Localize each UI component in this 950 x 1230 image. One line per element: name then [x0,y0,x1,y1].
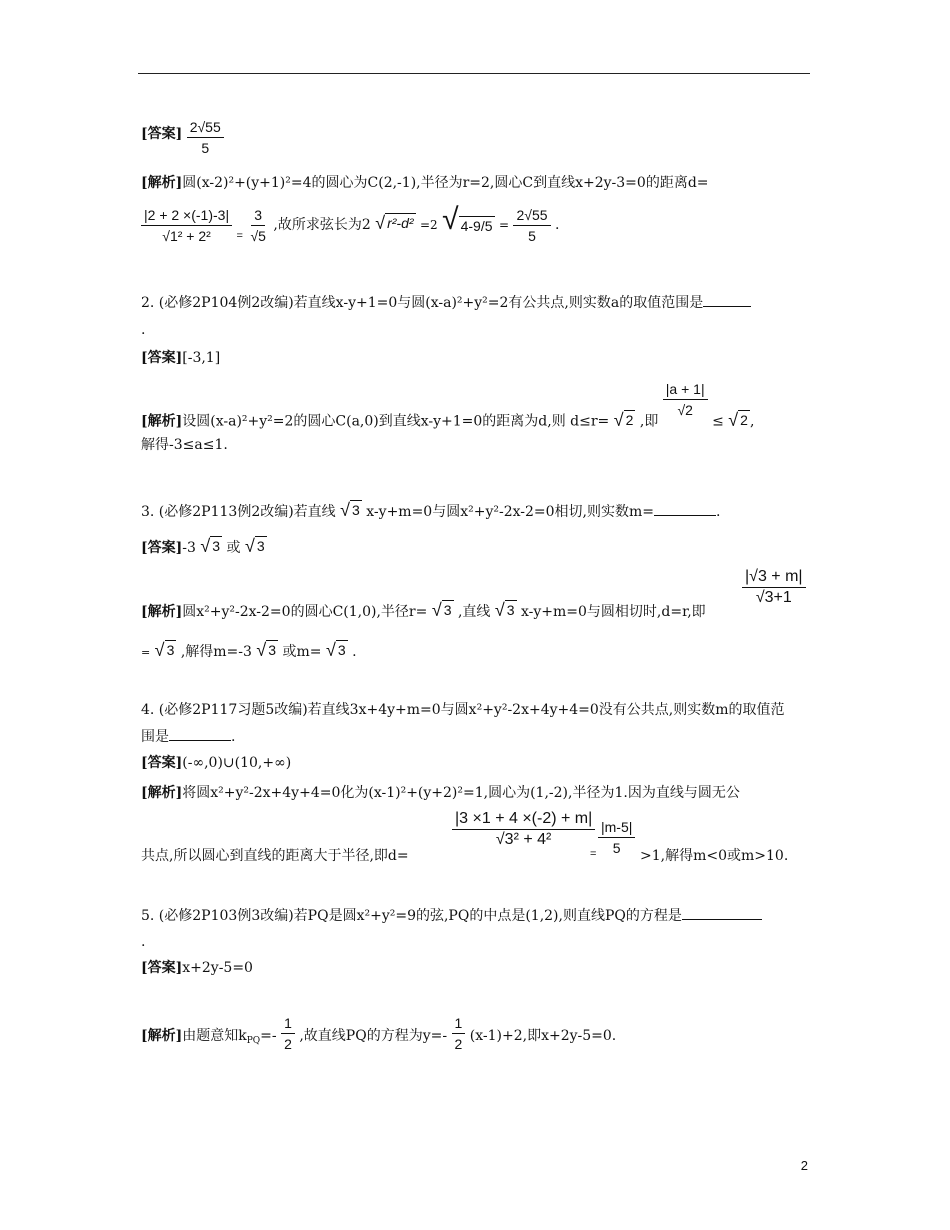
answer-blank [169,726,231,741]
q1-analysis-formula: $\frac{|2 + 2 \times(-1)-3|}{\text{√1² + 2²}}$ $_=$ $\frac{3}{√5}$ ,故所求弦长为2 √ r²-d² =2 √ 4-9/5 = $\frac{2√55}{5}$ . [141,205,559,246]
q2-analysis-line2: 解得-3≤a≤1. [141,437,228,453]
q3-tangent-fraction: $\frac{|√3 + m|}{√3+1}$ [742,568,806,607]
answer-blank [682,905,762,920]
q4-stem-line2: 围是 . [141,726,235,747]
analysis-label: [解析] [141,604,183,620]
q1-analysis [141,173,709,193]
q1-distance-fraction: $\frac{|2 + 2 \times(-1)-3|}{\text{√1² + 2²}}$ [141,206,232,245]
q4-answer: [答案](-∞,0)∪(10,+∞) [141,755,292,771]
equals-sign: = [590,848,597,860]
analysis-label: [解析] [141,785,183,801]
page-number: 2 [800,1158,808,1173]
q4-analysis-line2: 共点,所以圆心到直线的距离大于半径,即d= [141,848,409,864]
sqrt-symbol: √ r²-d² [375,213,414,233]
q3-answer: [答案]-3 √ 3 或 √ 3 [141,536,265,556]
answer-label: [答案] [141,755,183,771]
q2-stem-dot: . [141,322,146,338]
analysis-label: [解析] [141,413,183,430]
q3-analysis: [解析]圆x²+y²-2x-2=0的圆心C(1,0),半径r= √ 3 ,直线 √ 3 x-y+m=0与圆相切时,d=r,即 [141,600,706,620]
q5-answer: [答案]x+2y-5=0 [141,960,253,976]
q5-slope-fraction: $\frac{1}{2}$ [281,1014,295,1053]
q4-stem: 4. (必修2P117习题5改编)若直线3x+4y+m=0与圆x²+y²-2x+4y+4=0没有公共点,则实数m的取值范 [141,702,785,718]
q1-answer [141,118,224,157]
sqrt-symbol: √ 3 [325,640,346,660]
sqrt-symbol: √ 3 [154,640,175,660]
q4-analysis-line2-end: >1,解得m<0或m>10. [640,848,789,864]
sqrt-symbol: √ 2 [728,409,748,430]
sqrt-symbol: √ 3 [494,600,515,620]
q2-stem: 2. (必修2P104例2改编)若直线x-y+1=0与圆(x-a)²+y²=2有公共点,则实数a的取值范围是 [141,292,751,313]
q5-stem: 5. (必修2P103例3改编)若PQ是圆x²+y²=9的弦,PQ的中点是(1,2),则直线PQ的方程是 [141,905,762,926]
answer-label: [答案] [141,126,183,142]
q5-analysis: [解析]由题意知$k_{PQ}=-$ $\frac{1}{2}$ ,故直线PQ的方程为y=- $\frac{1}{2}$ (x-1)+2,即x+2y-5=0. [141,1015,617,1052]
q1-analysis-text: 圆(x-2)²+(y+1)²=4的圆心为C(2,-1),半径为r=2,圆心C到直线x+2y-3=0的距离d= [182,175,709,191]
q5-line-fraction: $\frac{1}{2}$ [452,1014,466,1053]
analysis-label: [解析] [141,175,183,191]
q2-analysis: [解析]设圆(x-a)²+y²=2的圆心C(a,0)到直线x-y+1=0的距离为d,则 d≤r= √ 2 ,即 $\frac{|a + 1|}{√2}$ ≤ √ 2 , [141,381,755,430]
sqrt-symbol: √ 2 [613,409,634,430]
q5-stem-dot: . [141,934,146,950]
sqrt-symbol: √ 3 [256,640,277,660]
answer-label: [答案] [141,540,183,556]
answer-blank [654,501,716,516]
q1-answer-fraction: $\frac{2√55}{5}$ [187,118,224,157]
q2-answer: [答案][-3,1] [141,350,221,366]
sqrt-symbol: √ 3 [340,500,360,520]
header-rule [138,73,810,74]
sqrt-symbol: √ 3 [431,600,452,620]
q3-stem: 3. (必修2P113例2改编)若直线 √ 3 x-y+m=0与圆x²+y²-2x-2=0相切,则实数m= . [141,500,721,520]
sqrt-symbol: √ 3 [244,536,265,556]
q1-chord-fraction: $\frac{2√55}{5}$ [513,206,550,245]
q4-distance-fraction: $\frac{|3 \times 1 + 4 \times(-2) + m|}{\text{√3² + 4²}}$ [452,810,595,849]
analysis-label: [解析] [141,1028,183,1044]
answer-label: [答案] [141,960,183,976]
sqrt-symbol: √ 4-9/5 [442,203,493,236]
q4-simplified-fraction: $\frac{|m-5|}{5}$ [598,818,635,857]
q2-distance-fraction: $\frac{|a + 1|}{√2}$ [663,380,708,419]
q1-simplified-fraction: $\frac{3}{√5}$ [250,206,266,244]
sqrt-symbol: √ 3 [200,536,221,556]
q3-analysis-line2: = √ 3 ,解得m=-3 √ 3 或m= √ 3 . [141,640,357,660]
q4-analysis: [解析]将圆x²+y²-2x+4y+4=0化为(x-1)²+(y+2)²=1,圆心为(1,-2),半径为1.因为直线与圆无公 [141,785,740,801]
answer-blank [703,292,751,307]
answer-label: [答案] [141,350,183,366]
